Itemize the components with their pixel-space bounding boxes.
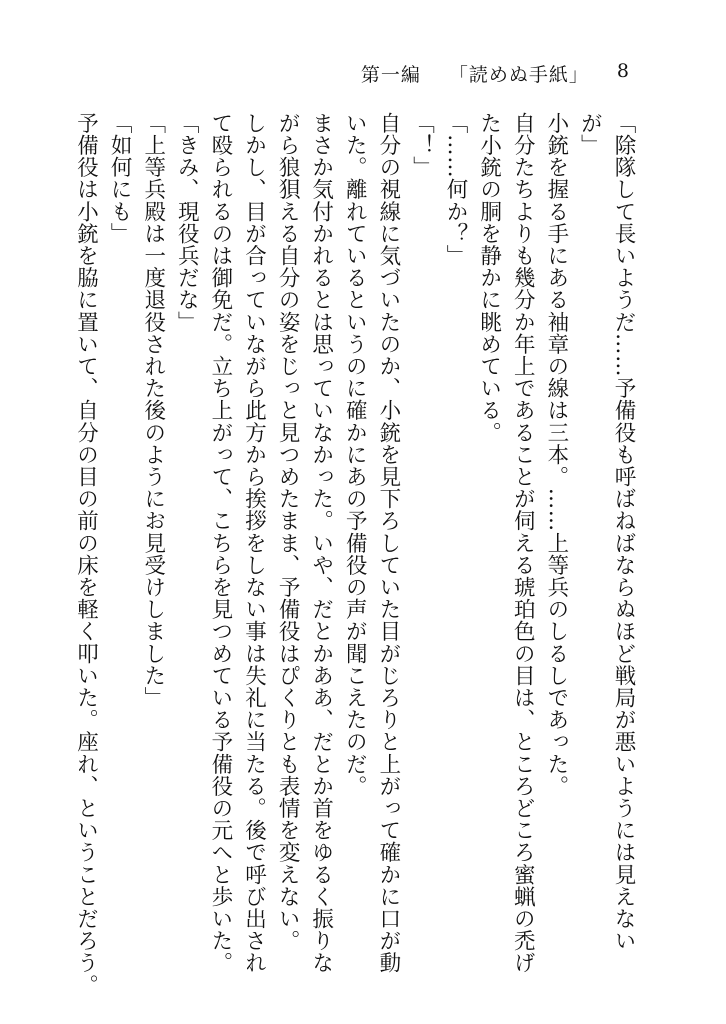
text-line: 「……何か？」 <box>443 112 469 267</box>
text-line: た小銃の胴を静かに眺めている。 <box>476 112 502 444</box>
text-line: いた。離れているというのに確かにあの予備役の声が聞こえたのだ。 <box>342 112 368 798</box>
text-line: 自分たちよりも幾分か年上であることが伺える琥珀色の目は、ところどころ蜜蝋の禿げ <box>510 112 536 974</box>
text-line: 「きみ、現役兵だな」 <box>174 112 200 333</box>
text-line: まさか気付かれるとは思っていなかった。いや、だとかああ、だとか首をゆるく振りな <box>308 112 334 974</box>
section-title: 第一編 <box>360 64 421 86</box>
text-line: 予備役は小銃を脇に置いて、自分の目の前の床を軽く叩いた。座れ、ということだろう。 <box>73 112 99 996</box>
page-number: 8 <box>616 60 630 82</box>
text-line: 自分の視線に気づいたのか、小銃を見下ろしていた目がじろりと上がって確かに口が動 <box>375 112 401 974</box>
text-line: 小銃を握る手にある袖章の線は三本。……上等兵のしるしであった。 <box>543 112 569 798</box>
body-text <box>73 112 640 996</box>
text-line: 「除隊して長いようだ……予備役も呼ばねばならぬほど戦局が悪いようには見えない <box>611 112 636 952</box>
text-line: 「上等兵殿は一度退役された後のようにお見受けしました」 <box>140 112 166 709</box>
text-line: がら狼狽える自分の姿をじっと見つめたまま、予備役はぴくりとも表情を変えない。 <box>275 112 301 952</box>
text-line: しかし、目が合っていながら此方から挨拶をしない事は失礼に当たる。後で呼び出され <box>241 112 267 974</box>
chapter-title: 「読めぬ手紙」 <box>448 64 589 86</box>
text-line: て殴られるのは御免だ。立ち上がって、こちらを見つめている予備役の元へと歩いた。 <box>207 112 233 974</box>
text-line: 「如何にも」 <box>107 112 133 245</box>
text-line: が」 <box>577 112 603 157</box>
text-line: 「！」 <box>409 112 435 179</box>
running-header <box>361 60 630 87</box>
